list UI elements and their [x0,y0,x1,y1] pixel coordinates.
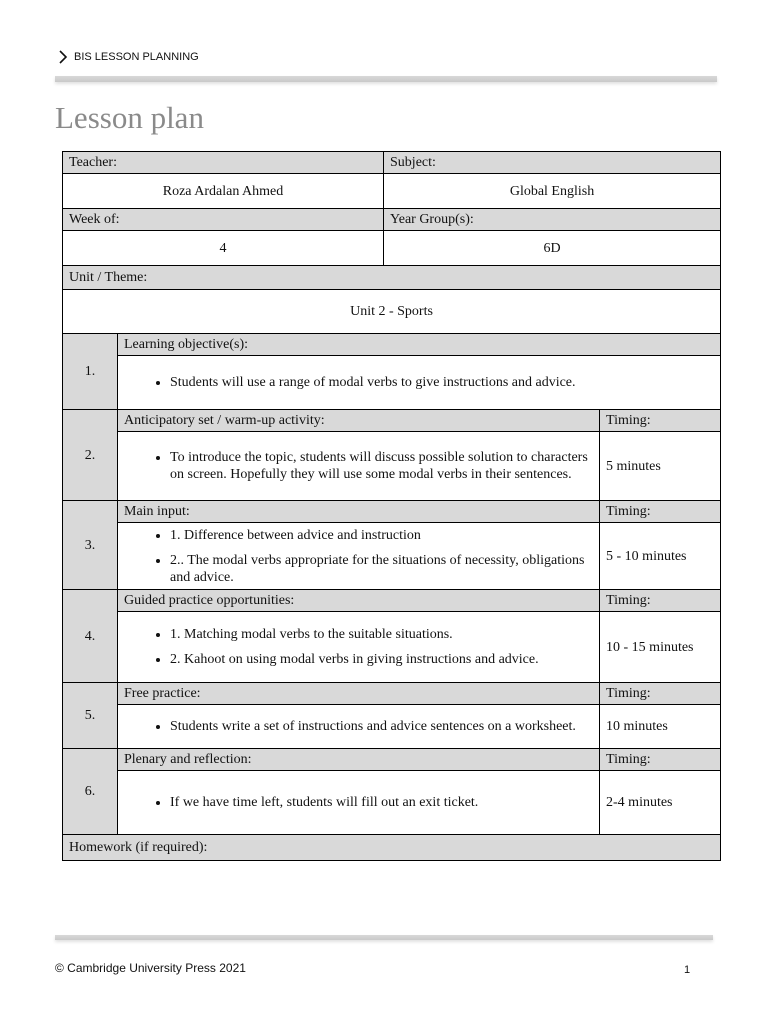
section-content [118,432,600,501]
section-content [118,523,600,590]
timing-value: 2-4 minutes [600,771,721,835]
timing-value: 5 - 10 minutes [600,523,721,590]
list-item: • 2.. The modal verbs appropriate for the situations of necessity, obligations and advice. [170,552,593,586]
timing-label: Timing: [600,590,721,612]
subject-label: Subject: [384,152,721,174]
page-title: Lesson plan [55,100,204,135]
section-number: 6. [63,749,118,835]
list-item: • 1. Matching modal verbs to the suitable situations. [170,626,593,643]
timing-label: Timing: [600,410,721,432]
year-group-label: Year Group(s): [384,209,721,231]
section-number: 1. [63,334,118,410]
teacher-value: Roza Ardalan Ahmed [63,174,384,209]
homework-label: Homework (if required): [63,835,721,861]
year-group-value: 6D [384,231,721,266]
list-item: • Students will use a range of modal verbs to give instructions and advice. [170,374,714,391]
section-label: Main input: [118,501,600,523]
document-header [58,50,199,64]
header-label: BIS LESSON PLANNING [74,51,199,63]
header-divider [55,76,717,82]
section-number: 3. [63,501,118,590]
section-label: Learning objective(s): [118,334,721,356]
timing-value: 5 minutes [600,432,721,501]
page-number: 1 [684,964,691,976]
timing-value: 10 - 15 minutes [600,612,721,683]
list-item: • If we have time left, students will fill out an exit ticket. [170,794,593,811]
unit-theme-value: Unit 2 - Sports [63,290,721,334]
week-value: 4 [63,231,384,266]
section-content [118,612,600,683]
list-item: • 2. Kahoot on using modal verbs in giving instructions and advice. [170,651,593,668]
list-item: • 1. Difference between advice and instruction [170,527,593,544]
week-label: Week of: [63,209,384,231]
section-number: 4. [63,590,118,683]
timing-label: Timing: [600,749,721,771]
section-label: Guided practice opportunities: [118,590,600,612]
unit-theme-label: Unit / Theme: [63,266,721,290]
list-item: • Students write a set of instructions and advice sentences on a worksheet. [170,718,593,735]
section-content [118,771,600,835]
section-content [118,356,721,410]
timing-label: Timing: [600,683,721,705]
lesson-plan-table [62,151,721,861]
list-item: • To introduce the topic, students will discuss possible solution to characters on screen. Hopefully they will use some modal verbs in their sentences. [170,449,593,483]
timing-value: 10 minutes [600,705,721,749]
section-content [118,705,600,749]
chevron-right-icon [58,50,68,64]
section-label: Plenary and reflection: [118,749,600,771]
subject-value: Global English [384,174,721,209]
section-number: 2. [63,410,118,501]
copyright-text: © Cambridge University Press 2021 [55,961,246,975]
timing-label: Timing: [600,501,721,523]
footer-divider [55,935,713,940]
section-number: 5. [63,683,118,749]
section-label: Free practice: [118,683,600,705]
section-label: Anticipatory set / warm-up activity: [118,410,600,432]
teacher-label: Teacher: [63,152,384,174]
